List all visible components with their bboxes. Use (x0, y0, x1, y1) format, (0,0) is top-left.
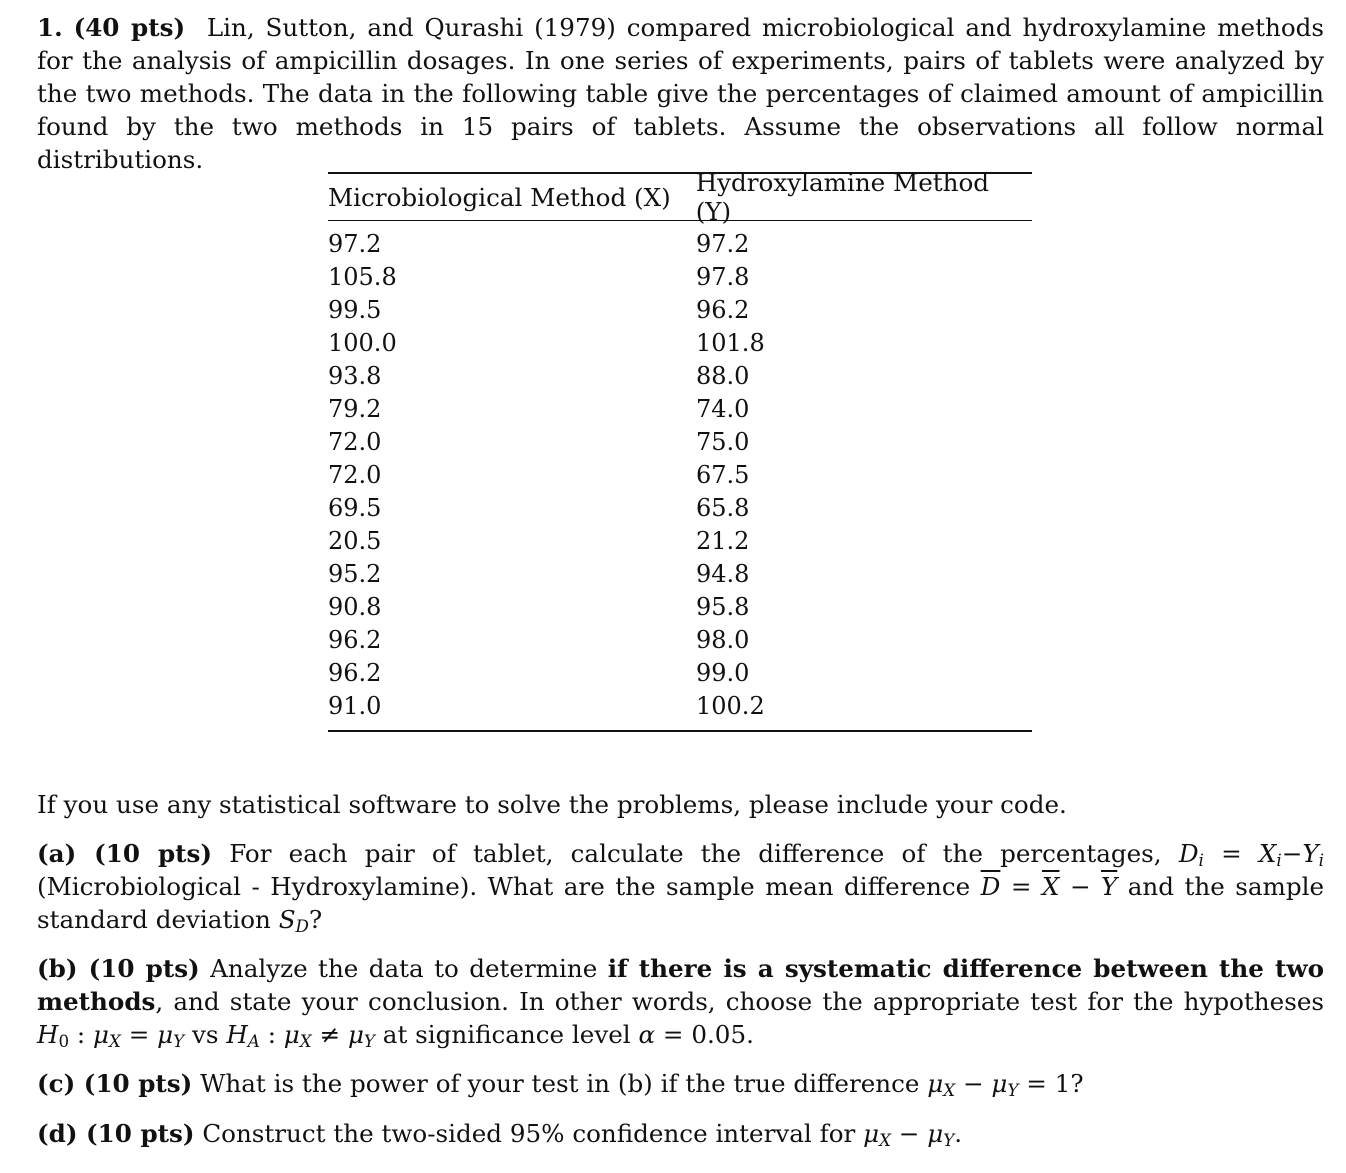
cell-microbiological: 91.0 (328, 691, 382, 720)
cell-hydroxylamine: 100.2 (696, 691, 765, 720)
problem-intro: Lin, Sutton, and Qurashi (1979) compared microbiological and hydroxylamine methods for the analysis of ampicillin dosages. In one series of experiments, pairs of tablets were analyzed by the two methods. The data in the following table give the percentages of claimed amount of ampicillin found by the two methods in 15 pairs of tablets. Assume the observations all follow normal distributions. (37, 13, 1324, 174)
cell-microbiological: 96.2 (328, 658, 382, 687)
cell-hydroxylamine: 101.8 (696, 328, 765, 357)
problem-points: (40 pts) (73, 13, 186, 42)
part-c: (c) (10 pts) What is the power of your test in (b) if the true difference $\mu_X - \mu_Y = 1$? (37, 1069, 1084, 1101)
table-row (328, 623, 1032, 656)
cell-microbiological: 99.5 (328, 295, 382, 324)
cell-hydroxylamine: 88.0 (696, 361, 750, 390)
cell-hydroxylamine: 21.2 (696, 526, 750, 555)
cell-microbiological: 97.2 (328, 229, 382, 258)
cell-hydroxylamine: 99.0 (696, 658, 750, 687)
table-bottom-rule (328, 730, 1032, 732)
table-row (328, 425, 1032, 458)
cell-hydroxylamine: 74.0 (696, 394, 750, 423)
table-row (328, 227, 1032, 260)
cell-microbiological: 95.2 (328, 559, 382, 588)
part-b-label: (b) (10 pts) (37, 954, 200, 983)
table-row (328, 260, 1032, 293)
table-row (328, 590, 1032, 623)
table-body (328, 221, 1032, 730)
problem-statement (37, 11, 1324, 176)
table-header-row (328, 168, 1032, 226)
part-a-label: (a) (10 pts) (37, 839, 212, 868)
table-row (328, 293, 1032, 326)
cell-hydroxylamine: 97.2 (696, 229, 750, 258)
part-b-emphasis: if there is a systematic difference between the two methods (37, 954, 1324, 1016)
table-row (328, 689, 1032, 722)
cell-hydroxylamine: 94.8 (696, 559, 750, 588)
part-d: (d) (10 pts) Construct the two-sided 95% confidence interval for $\mu_X - \mu_Y$. (37, 1119, 963, 1151)
part-a: (a) (10 pts) For each pair of tablet, calculate the difference of the percentages, $D_i = X_i-Y_i$ (Microbiological - Hydroxylamine). What are the sample mean difference $\overline{D} = \overline{X} - \overline{Y}$ and the sample standard deviation $S_D$? (37, 839, 1325, 937)
cell-microbiological: 100.0 (328, 328, 397, 357)
cell-hydroxylamine: 67.5 (696, 460, 750, 489)
table-row (328, 557, 1032, 590)
header-hydroxylamine: Hydroxylamine Method (Y) (695, 168, 990, 226)
table-row (328, 524, 1032, 557)
table-row (328, 491, 1032, 524)
cell-hydroxylamine: 96.2 (696, 295, 750, 324)
cell-microbiological: 105.8 (328, 262, 397, 291)
cell-hydroxylamine: 98.0 (696, 625, 750, 654)
cell-hydroxylamine: 97.8 (696, 262, 750, 291)
cell-microbiological: 96.2 (328, 625, 382, 654)
software-note: If you use any statistical software to solve the problems, please include your code. (37, 790, 1067, 819)
problem-number: 1. (37, 13, 63, 42)
part-b: (b) (10 pts) Analyze the data to determine if there is a systematic difference between the two methods, and state your conclusion. In other words, choose the appropriate test for the hypotheses $H_0$ : $\mu_X = \mu_Y$ vs $H_A$ : $\mu_X \ne \mu_Y$ at significance level α = 0.05. (37, 954, 1324, 1052)
table-row (328, 458, 1032, 491)
header-microbiological: Microbiological Method (X) (328, 182, 671, 212)
cell-microbiological: 90.8 (328, 592, 382, 621)
cell-hydroxylamine: 65.8 (696, 493, 750, 522)
part-d-label: (d) (10 pts) (37, 1119, 195, 1148)
cell-microbiological: 72.0 (328, 427, 382, 456)
data-table (328, 168, 1032, 732)
cell-microbiological: 79.2 (328, 394, 382, 423)
cell-hydroxylamine: 75.0 (696, 427, 750, 456)
part-c-label: (c) (10 pts) (37, 1069, 193, 1098)
cell-microbiological: 72.0 (328, 460, 382, 489)
table-row (328, 656, 1032, 689)
table-row (328, 359, 1032, 392)
cell-microbiological: 69.5 (328, 493, 382, 522)
cell-microbiological: 20.5 (328, 526, 382, 555)
table-row (328, 392, 1032, 425)
cell-microbiological: 93.8 (328, 361, 382, 390)
cell-hydroxylamine: 95.8 (696, 592, 750, 621)
table-row (328, 326, 1032, 359)
